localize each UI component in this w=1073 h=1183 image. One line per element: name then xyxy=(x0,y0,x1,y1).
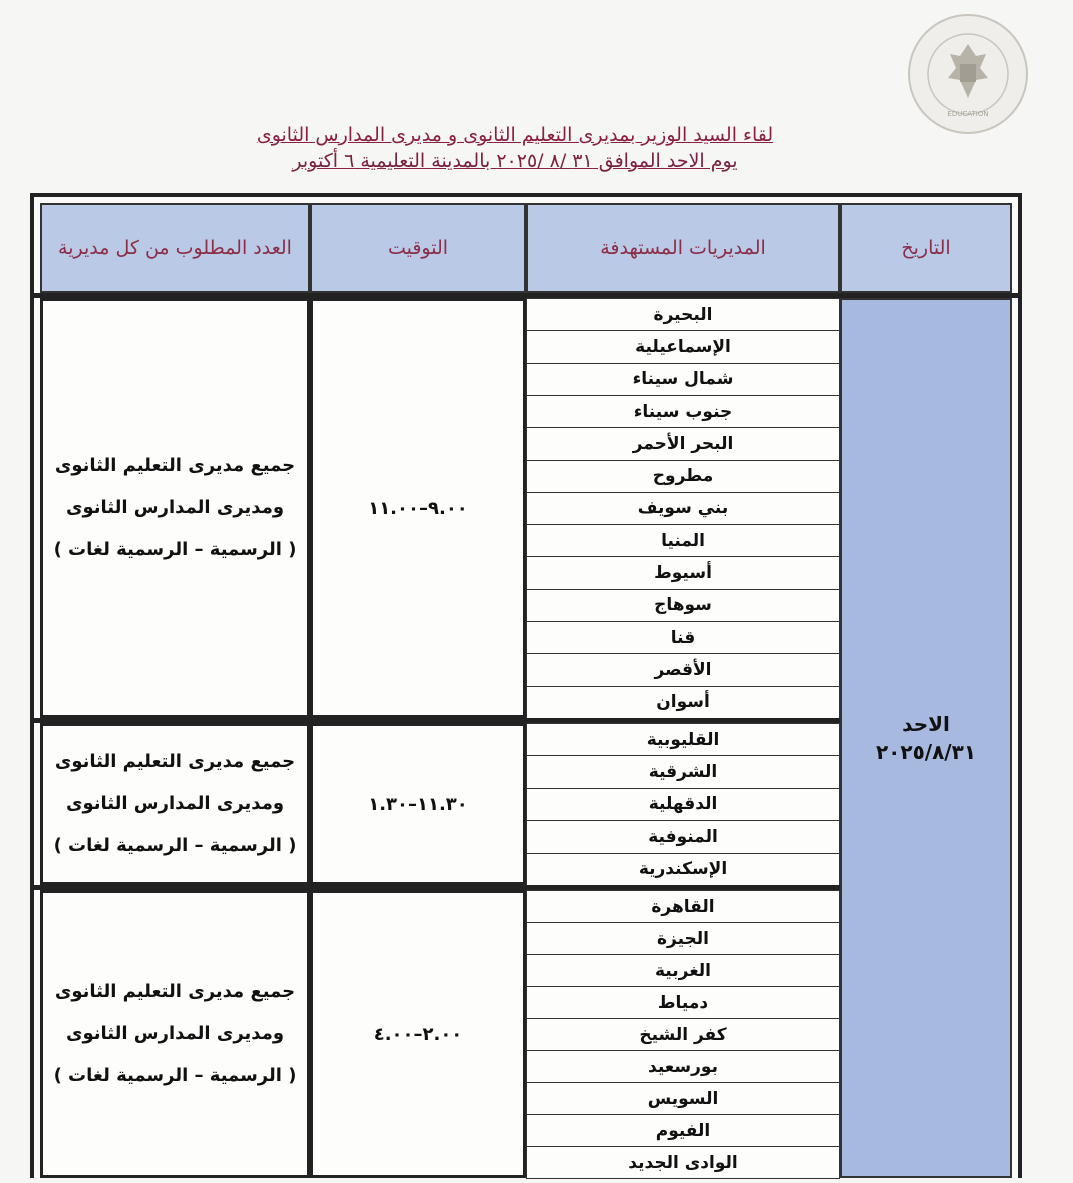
governorate-cell: كفر الشيخ xyxy=(526,1018,840,1051)
governorate-cell: الوادى الجديد xyxy=(526,1146,840,1179)
header-date: التاريخ xyxy=(840,203,1012,293)
group1-required-line2: ومديرى المدارس الثانوى xyxy=(65,497,285,518)
date-value: ٢٠٢٥/٨/٣١ xyxy=(875,740,977,764)
group3-time: ٢.٠٠–٤.٠٠ xyxy=(310,890,526,1178)
governorate-cell: الأقصر xyxy=(526,653,840,686)
group2-required-line1: جميع مديرى التعليم الثانوى xyxy=(54,751,296,772)
governorate-cell: المنوفية xyxy=(526,820,840,853)
group1-required-line1: جميع مديرى التعليم الثانوى xyxy=(54,455,296,476)
group1-required xyxy=(40,298,310,718)
governorate-cell: بورسعيد xyxy=(526,1050,840,1083)
governorate-cell: دمياط xyxy=(526,986,840,1019)
governorate-cell: الشرقية xyxy=(526,755,840,788)
governorate-cell: القاهرة xyxy=(526,890,840,923)
title-line-1: لقاء السيد الوزير بمديرى التعليم الثانوى و مديرى المدارس الثانوى xyxy=(256,124,774,146)
governorate-cell: الإسكندرية xyxy=(526,853,840,886)
svg-text:EDUCATION: EDUCATION xyxy=(947,110,989,118)
governorate-cell: شمال سيناء xyxy=(526,363,840,396)
governorate-cell: القليوبية xyxy=(526,723,840,756)
group3-required-line1: جميع مديرى التعليم الثانوى xyxy=(54,981,296,1002)
header-required: العدد المطلوب من كل مديرية xyxy=(40,203,310,293)
date-day: الاحد xyxy=(902,712,950,736)
governorate-cell: جنوب سيناء xyxy=(526,395,840,428)
governorate-cell: مطروح xyxy=(526,460,840,493)
governorate-cell: قنا xyxy=(526,621,840,654)
group2-required-line2: ومديرى المدارس الثانوى xyxy=(65,793,285,814)
governorate-cell: المنيا xyxy=(526,524,840,557)
group3-required xyxy=(40,890,310,1178)
header-time: التوقيت xyxy=(310,203,526,293)
group2-required-line3: ( الرسمية – الرسمية لغات ) xyxy=(53,835,297,856)
governorate-cell: أسوان xyxy=(526,686,840,719)
header-governorates: المديريات المستهدفة xyxy=(526,203,840,293)
group3-required-line2: ومديرى المدارس الثانوى xyxy=(65,1023,285,1044)
governorate-cell: الإسماعيلية xyxy=(526,330,840,363)
governorate-cell: البحيرة xyxy=(526,298,840,331)
date-cell xyxy=(840,298,1012,1178)
governorate-cell: بني سويف xyxy=(526,492,840,525)
governorate-cell: البحر الأحمر xyxy=(526,427,840,460)
title-line-2: يوم الاحد الموافق ٣١ /٨ /٢٠٢٥ بالمدينة التعليمية ٦ أكتوبر xyxy=(292,150,738,172)
governorate-cell: السويس xyxy=(526,1082,840,1115)
governorate-cell: الدقهلية xyxy=(526,788,840,821)
ministry-seal-logo xyxy=(906,12,1030,136)
group3-required-line3: ( الرسمية – الرسمية لغات ) xyxy=(53,1065,297,1086)
schedule-table xyxy=(30,193,1022,1178)
governorate-cell: الجيزة xyxy=(526,922,840,955)
group2-time: ١١.٣٠–١.٣٠ xyxy=(310,723,526,885)
governorate-cell: سوهاج xyxy=(526,589,840,622)
group1-required-line3: ( الرسمية – الرسمية لغات ) xyxy=(53,539,297,560)
document-title xyxy=(200,122,830,174)
group2-required xyxy=(40,723,310,885)
governorate-cell: الفيوم xyxy=(526,1114,840,1147)
governorate-cell: الغربية xyxy=(526,954,840,987)
group1-time: ٩.٠٠–١١.٠٠ xyxy=(310,298,526,718)
governorate-cell: أسيوط xyxy=(526,556,840,589)
